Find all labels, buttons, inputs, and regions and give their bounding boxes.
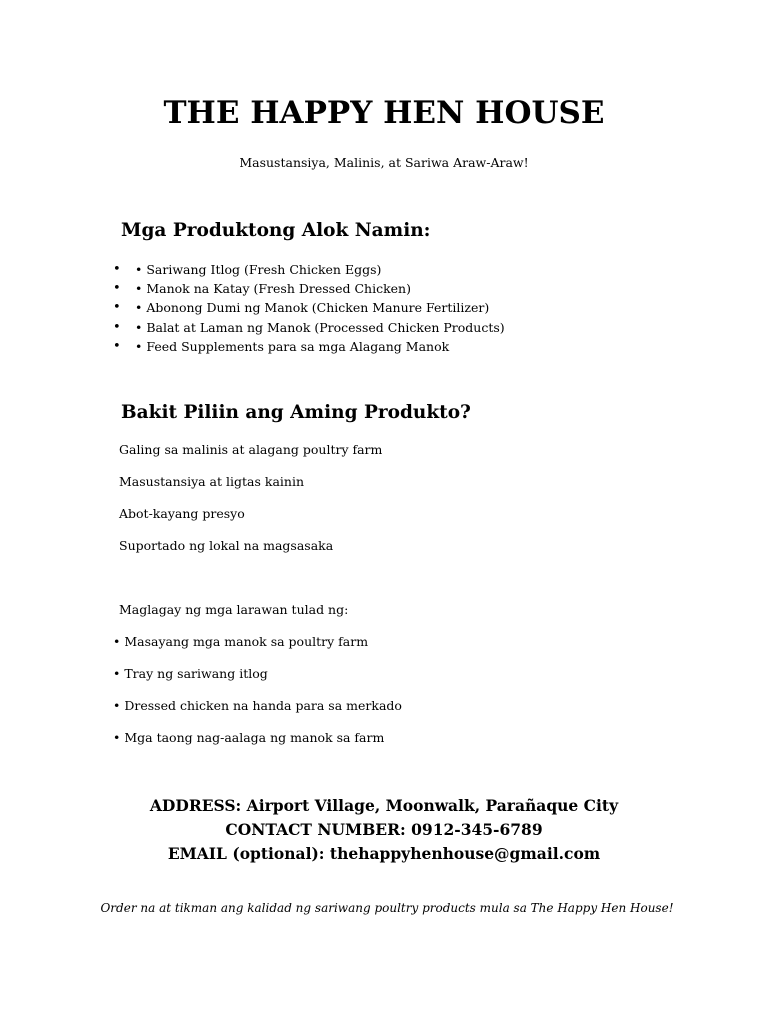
bullet-icon: • xyxy=(113,281,121,297)
phone-line: CONTACT NUMBER: 0912-345-6789 xyxy=(225,820,543,839)
products-heading: Mga Produktong Alok Namin: xyxy=(121,220,431,241)
image-suggestion-item: • Masayang mga manok sa poultry farm xyxy=(113,634,369,649)
reason-item: Masustansiya at ligtas kainin xyxy=(119,474,304,489)
closing-message: Order na at tikman ang kalidad ng sariwang poultry products mula sa The Happy Hen House! xyxy=(100,901,674,915)
product-item-label: • Feed Supplements para sa mga Alagang Manok xyxy=(135,338,450,354)
image-suggestion-item: • Tray ng sariwang itlog xyxy=(113,666,268,681)
bullet-icon: • xyxy=(113,262,121,277)
address-line: ADDRESS: Airport Village, Moonwalk, Parañaque City xyxy=(149,796,619,815)
product-item-label: • Abonong Dumi ng Manok (Chicken Manure Fertilizer) xyxy=(135,300,490,316)
image-suggestion-item: • Dressed chicken na handa para sa merkado xyxy=(113,698,402,713)
flyer-title: THE HAPPY HEN HOUSE xyxy=(163,95,605,131)
email-line: EMAIL (optional): thehappyhenhouse@gmail.com xyxy=(167,844,601,863)
bullet-icon: • xyxy=(113,319,121,335)
reason-item: Galing sa malinis at alagang poultry farm xyxy=(119,442,383,457)
tagline: Masustansiya, Malinis, at Sariwa Araw-Araw! xyxy=(239,155,529,170)
bullet-icon: • xyxy=(113,338,121,354)
images-intro: Maglagay ng mga larawan tulad ng: xyxy=(119,602,349,617)
product-item-label: • Balat at Laman ng Manok (Processed Chicken Products) xyxy=(135,319,505,335)
reason-item: Suportado ng lokal na magsasaka xyxy=(119,538,334,553)
image-suggestion-item: • Mga taong nag-aalaga ng manok sa farm xyxy=(113,730,385,745)
why-heading: Bakit Piliin ang Aming Produkto? xyxy=(121,402,471,423)
reason-item: Abot-kayang presyo xyxy=(119,506,245,521)
product-item-label: • Sariwang Itlog (Fresh Chicken Eggs) xyxy=(135,262,382,277)
contact-block xyxy=(0,794,768,866)
product-item-label: • Manok na Katay (Fresh Dressed Chicken) xyxy=(135,281,411,297)
bullet-icon: • xyxy=(113,300,121,316)
